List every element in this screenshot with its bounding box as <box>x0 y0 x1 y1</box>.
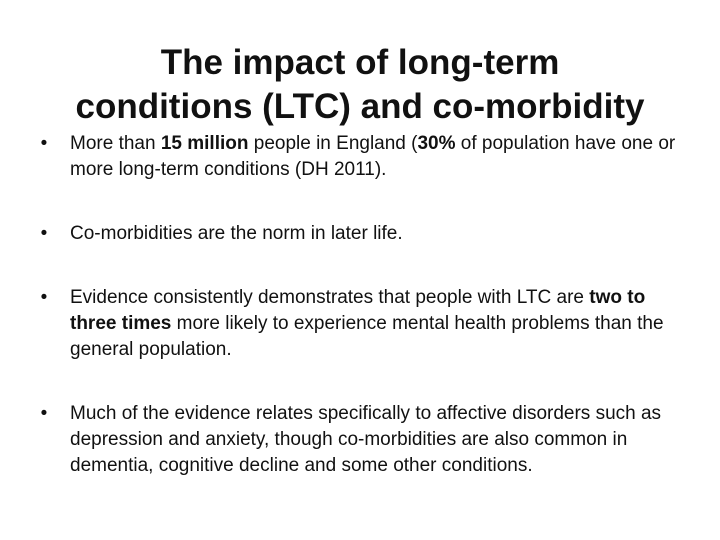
bullet-text <box>70 287 664 360</box>
slide-title <box>20 41 700 129</box>
bullet-text-emphasis: 30% <box>417 133 456 154</box>
bullet-text-segment: more likely to experience mental health problems than the general population. <box>70 313 664 360</box>
bullet-text-emphasis: two to three times <box>70 287 646 334</box>
bullet-dot-icon: • <box>40 133 48 154</box>
bullet-item <box>34 401 694 479</box>
bullet-text <box>70 133 675 180</box>
bullet-text-segment: Evidence consistently demonstrates that people with LTC are <box>70 287 590 308</box>
bullet-text: Co-morbidities are the norm in later life. <box>70 223 403 244</box>
bullet-item <box>34 131 694 183</box>
bullet-text-emphasis: 15 million <box>160 133 249 154</box>
title-line-1: The impact of long-term <box>160 43 560 83</box>
bullet-dot-icon: • <box>40 287 48 308</box>
bullet-text: Much of the evidence relates specifically to affective disorders such as depression and anxiety, though co-morbidities are also common in dementia, cognitive decline and some other conditions. <box>70 403 662 476</box>
bullet-dot-icon: • <box>40 403 48 424</box>
bullet-dot-icon: • <box>40 223 48 244</box>
bullet-item <box>34 285 694 363</box>
bullet-list <box>34 131 694 479</box>
title-line-2: conditions (LTC) and co-morbidity <box>75 87 645 127</box>
bullet-item <box>34 221 694 247</box>
bullet-text-segment: people in England ( <box>248 133 418 154</box>
bullet-text-segment: of population have one or more long-term conditions (DH 2011). <box>70 133 676 180</box>
bullet-text-segment: More than <box>70 133 161 154</box>
